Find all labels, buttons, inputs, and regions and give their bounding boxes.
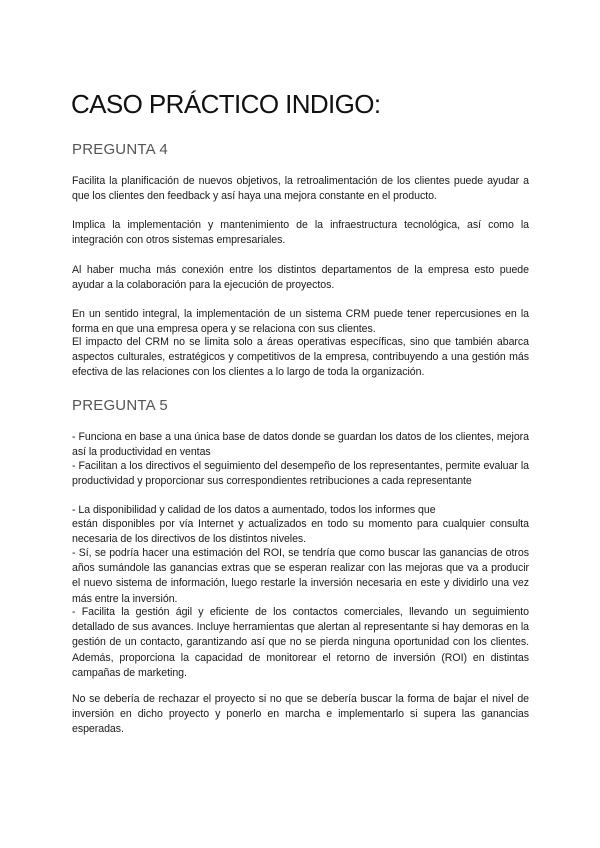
q5-item-3-continued: están disponibles por vía Internet y actualizados en todo su momento para cualquier consulta necesaria de los directivos de los distintos niveles.: [72, 518, 529, 546]
q4-paragraph-1: Facilita la planificación de nuevos objetivos, la retroalimentación de los clientes puede ayudar a que los clientes den feedback y así haya una mejora constante en el producto.: [72, 175, 529, 203]
conclusion-paragraph: No se debería de rechazar el proyecto si no que se debería buscar la forma de bajar el nivel de inversión en dicho proyecto y ponerlo en marcha e implementarlo si supera las ganancias esperadas.: [72, 693, 529, 736]
question-5-heading: PREGUNTA 5: [72, 397, 168, 414]
q5-item-1: - Funciona en base a una única base de datos donde se guardan los datos de los clientes, mejora así la productividad en ventas: [72, 431, 529, 459]
document-title: CASO PRÁCTICO INDIGO:: [71, 89, 381, 119]
question-4-heading: PREGUNTA 4: [72, 141, 168, 158]
q4-paragraph-4: En un sentido integral, la implementación de un sistema CRM puede tener repercusiones en la forma en que una empresa opera y se relaciona con sus clientes.: [72, 308, 529, 336]
q4-paragraph-5: El impacto del CRM no se limita solo a áreas operativas específicas, sino que también abarca aspectos culturales, estratégicos y competitivos de la empresa, contribuyendo a una gestión más efectiva de las relaciones con los clientes a lo largo de toda la organización.: [72, 336, 529, 379]
q4-paragraph-3: Al haber mucha más conexión entre los distintos departamentos de la empresa esto puede ayudar a la colaboración para la ejecución de proyectos.: [72, 264, 529, 292]
q5-item-2: - Facilitan a los directivos el seguimiento del desempeño de los representantes, permite evaluar la productividad y proporcionar sus correspondientes retribuciones a cada representante: [72, 460, 529, 488]
q4-paragraph-2: Implica la implementación y mantenimiento de la infraestructura tecnológica, así como la integración con otros sistemas empresariales.: [72, 219, 529, 247]
q5-item-4: - Sí, se podría hacer una estimación del ROI, se tendría que como buscar las ganancias de otros años sumándole las ganancias extras que se esperan realizar con las mejoras que va a producir el nuevo sistema de información, luego restarle la inversión necesaria en este y dividirlo una vez más entre la inversión.: [72, 547, 529, 605]
q5-item-5: - Facilita la gestión ágil y eficiente de los contactos comerciales, llevando un seguimiento detallado de sus avances. Incluye herramientas que alertan al representante si hay demoras en la gestión de un contacto, garantizando así que no se pierda ninguna oportunidad con los clientes. Además, proporciona la capacidad de monitorear el retorno de inversión (ROI) en distintas campañas de marketing.: [72, 606, 529, 679]
q5-item-3: - La disponibilidad y calidad de los datos a aumentado, todos los informes que: [72, 504, 436, 516]
